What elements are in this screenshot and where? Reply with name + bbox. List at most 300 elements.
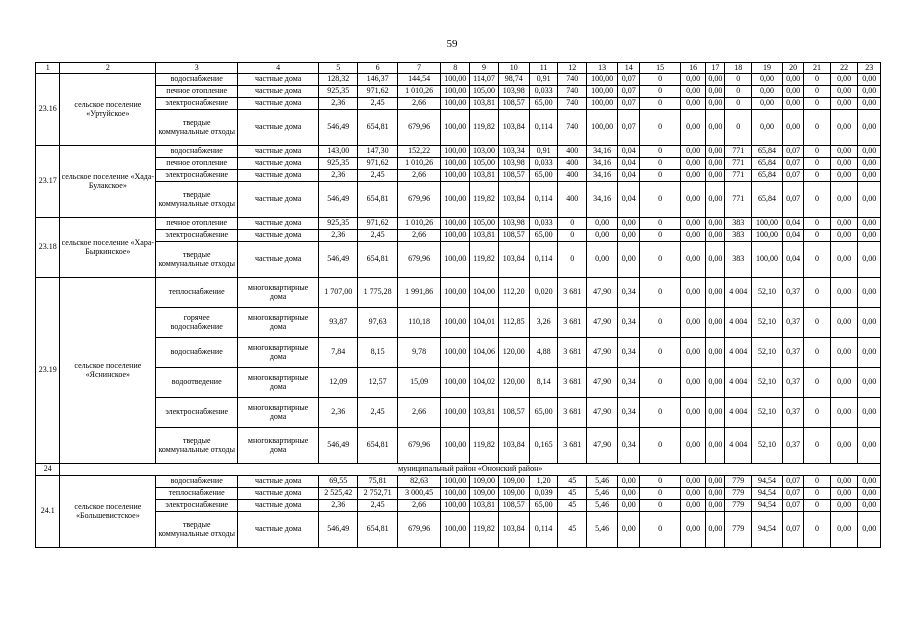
table-cell: 546,49 bbox=[319, 242, 358, 278]
table-cell: 2,36 bbox=[319, 398, 358, 428]
table-cell: 0,165 bbox=[529, 428, 558, 464]
table-row bbox=[36, 170, 881, 182]
service-name: водоснабжение bbox=[156, 146, 238, 158]
table-cell: 103,98 bbox=[498, 86, 529, 98]
table-cell: 100,00 bbox=[441, 170, 470, 182]
housing-type: частные дома bbox=[238, 500, 319, 512]
table-cell: 1 010,26 bbox=[397, 218, 441, 230]
table-cell: 12,09 bbox=[319, 368, 358, 398]
table-cell: 0,00 bbox=[680, 398, 706, 428]
table-cell: 925,35 bbox=[319, 218, 358, 230]
table-cell: 0 bbox=[640, 500, 680, 512]
table-cell: 0,07 bbox=[782, 476, 803, 488]
table-cell: 0 bbox=[640, 308, 680, 338]
table-cell: 0,00 bbox=[706, 110, 725, 146]
column-number-header: 15 bbox=[640, 63, 680, 74]
table-cell: 5,46 bbox=[587, 476, 618, 488]
table-cell: 3 681 bbox=[558, 278, 587, 308]
table-cell: 0,00 bbox=[858, 476, 881, 488]
table-cell: 0,00 bbox=[706, 500, 725, 512]
table-cell: 0,91 bbox=[529, 146, 558, 158]
table-cell: 0,00 bbox=[706, 146, 725, 158]
table-cell: 2,36 bbox=[319, 170, 358, 182]
column-number-header: 16 bbox=[680, 63, 706, 74]
table-row bbox=[36, 338, 881, 368]
table-cell: 34,16 bbox=[587, 158, 618, 170]
table-cell: 0,00 bbox=[858, 170, 881, 182]
table-cell: 0 bbox=[640, 398, 680, 428]
table-cell: 0,020 bbox=[529, 278, 558, 308]
table-row bbox=[36, 488, 881, 500]
table-cell: 0 bbox=[725, 74, 752, 86]
housing-type: многоквартирные дома bbox=[238, 428, 319, 464]
table-cell: 400 bbox=[558, 146, 587, 158]
service-name: водоснабжение bbox=[156, 338, 238, 368]
service-name: твердые коммунальные отходы bbox=[156, 242, 238, 278]
table-cell: 383 bbox=[725, 218, 752, 230]
table-cell: 0,37 bbox=[782, 308, 803, 338]
table-cell: 0,00 bbox=[830, 170, 858, 182]
service-name: твердые коммунальные отходы bbox=[156, 512, 238, 548]
column-number-header: 10 bbox=[498, 63, 529, 74]
table-cell: 0 bbox=[640, 98, 680, 110]
table-cell: 546,49 bbox=[319, 428, 358, 464]
table-cell: 0,00 bbox=[706, 338, 725, 368]
table-cell: 0,00 bbox=[858, 146, 881, 158]
table-row bbox=[36, 158, 881, 170]
table-cell: 0,00 bbox=[830, 368, 858, 398]
table-cell: 0 bbox=[640, 512, 680, 548]
housing-type: многоквартирные дома bbox=[238, 278, 319, 308]
table-cell: 4 004 bbox=[725, 338, 752, 368]
table-cell: 1 991,86 bbox=[397, 278, 441, 308]
table-cell: 65,00 bbox=[529, 170, 558, 182]
table-cell: 0,00 bbox=[618, 512, 640, 548]
table-cell: 0,00 bbox=[706, 74, 725, 86]
table-row bbox=[36, 278, 881, 308]
service-name: электроснабжение bbox=[156, 398, 238, 428]
table-cell: 0,114 bbox=[529, 242, 558, 278]
table-cell: 0,033 bbox=[529, 86, 558, 98]
table-cell: 146,37 bbox=[358, 74, 397, 86]
table-cell: 100,00 bbox=[441, 428, 470, 464]
table-cell: 0,00 bbox=[706, 308, 725, 338]
table-cell: 100,00 bbox=[441, 98, 470, 110]
table-cell: 0,00 bbox=[618, 242, 640, 278]
service-name: электроснабжение bbox=[156, 500, 238, 512]
table-cell: 0 bbox=[725, 86, 752, 98]
table-cell: 105,00 bbox=[470, 158, 499, 170]
table-cell: 0,00 bbox=[706, 278, 725, 308]
table-cell: 0 bbox=[725, 98, 752, 110]
table-cell: 0,00 bbox=[858, 242, 881, 278]
table-cell: 0,00 bbox=[680, 242, 706, 278]
group-number: 23.16 bbox=[36, 74, 60, 146]
table-cell: 2,36 bbox=[319, 98, 358, 110]
table-cell: 15,09 bbox=[397, 368, 441, 398]
table-cell: 4 004 bbox=[725, 428, 752, 464]
column-number-header: 3 bbox=[156, 63, 238, 74]
table-cell: 0 bbox=[640, 110, 680, 146]
table-cell: 679,96 bbox=[397, 428, 441, 464]
housing-type: частные дома bbox=[238, 158, 319, 170]
service-name: твердые коммунальные отходы bbox=[156, 428, 238, 464]
table-cell: 0,00 bbox=[830, 74, 858, 86]
table-cell: 120,00 bbox=[498, 338, 529, 368]
table-cell: 0,37 bbox=[782, 278, 803, 308]
table-cell: 100,00 bbox=[587, 74, 618, 86]
housing-type: частные дома bbox=[238, 218, 319, 230]
table-cell: 2 525,42 bbox=[319, 488, 358, 500]
table-cell: 0,00 bbox=[830, 308, 858, 338]
table-cell: 0,00 bbox=[830, 86, 858, 98]
table-cell: 47,90 bbox=[587, 278, 618, 308]
table-row bbox=[36, 74, 881, 86]
table-cell: 144,54 bbox=[397, 74, 441, 86]
table-cell: 0,114 bbox=[529, 182, 558, 218]
table-cell: 0,00 bbox=[830, 428, 858, 464]
table-cell: 1 010,26 bbox=[397, 158, 441, 170]
table-cell: 0,91 bbox=[529, 74, 558, 86]
table-cell: 0,00 bbox=[830, 110, 858, 146]
table-cell: 679,96 bbox=[397, 512, 441, 548]
column-number-header: 4 bbox=[238, 63, 319, 74]
table-cell: 0,00 bbox=[618, 476, 640, 488]
table-cell: 0,37 bbox=[782, 368, 803, 398]
table-cell: 771 bbox=[725, 170, 752, 182]
table-cell: 679,96 bbox=[397, 182, 441, 218]
table-cell: 0,00 bbox=[680, 308, 706, 338]
table-cell: 654,81 bbox=[358, 242, 397, 278]
table-cell: 0,00 bbox=[858, 74, 881, 86]
table-cell: 0,00 bbox=[618, 230, 640, 242]
table-row bbox=[36, 476, 881, 488]
table-cell: 0,04 bbox=[618, 182, 640, 218]
table-cell: 0 bbox=[804, 98, 831, 110]
table-row bbox=[36, 230, 881, 242]
table-cell: 2,36 bbox=[319, 230, 358, 242]
table-cell: 0,00 bbox=[830, 500, 858, 512]
table-cell: 0,00 bbox=[680, 476, 706, 488]
service-name: печное отопление bbox=[156, 158, 238, 170]
table-cell: 0,00 bbox=[830, 98, 858, 110]
table-cell: 400 bbox=[558, 170, 587, 182]
table-cell: 0,114 bbox=[529, 512, 558, 548]
table-cell: 0,04 bbox=[782, 230, 803, 242]
column-number-header: 2 bbox=[60, 63, 156, 74]
table-cell: 740 bbox=[558, 98, 587, 110]
housing-type: частные дома bbox=[238, 98, 319, 110]
table-cell: 103,84 bbox=[498, 428, 529, 464]
table-cell: 0 bbox=[804, 230, 831, 242]
table-cell: 0 bbox=[804, 242, 831, 278]
column-number-header: 23 bbox=[858, 63, 881, 74]
table-cell: 0,00 bbox=[782, 74, 803, 86]
table-cell: 65,84 bbox=[752, 170, 783, 182]
table-cell: 0,00 bbox=[830, 242, 858, 278]
table-cell: 0,00 bbox=[830, 398, 858, 428]
table-cell: 0,04 bbox=[782, 242, 803, 278]
table-cell: 2,66 bbox=[397, 170, 441, 182]
table-cell: 100,00 bbox=[441, 74, 470, 86]
table-cell: 2,45 bbox=[358, 98, 397, 110]
settlement-name: сельское поселение «Уртуйское» bbox=[60, 74, 156, 146]
service-name: водоотведение bbox=[156, 368, 238, 398]
service-name: горячее водоснабжение bbox=[156, 308, 238, 338]
column-number-header: 5 bbox=[319, 63, 358, 74]
table-cell: 100,00 bbox=[752, 218, 783, 230]
housing-type: многоквартирные дома bbox=[238, 368, 319, 398]
table-cell: 0,00 bbox=[858, 500, 881, 512]
table-cell: 0,00 bbox=[587, 218, 618, 230]
table-cell: 0 bbox=[804, 182, 831, 218]
page-number: 59 bbox=[446, 38, 458, 50]
table-cell: 2,45 bbox=[358, 398, 397, 428]
table-row bbox=[36, 398, 881, 428]
table-cell: 100,00 bbox=[441, 218, 470, 230]
table-cell: 65,84 bbox=[752, 182, 783, 218]
table-cell: 0 bbox=[640, 146, 680, 158]
table-cell: 0,07 bbox=[782, 500, 803, 512]
table-cell: 143,00 bbox=[319, 146, 358, 158]
table-cell: 5,46 bbox=[587, 500, 618, 512]
table-cell: 103,84 bbox=[498, 110, 529, 146]
table-cell: 0,00 bbox=[858, 218, 881, 230]
column-number-header: 20 bbox=[782, 63, 803, 74]
table-cell: 0,00 bbox=[858, 158, 881, 170]
table-cell: 2,66 bbox=[397, 230, 441, 242]
table-cell: 47,90 bbox=[587, 398, 618, 428]
table-cell: 100,00 bbox=[441, 242, 470, 278]
table-cell: 0,00 bbox=[706, 512, 725, 548]
table-cell: 0,00 bbox=[680, 488, 706, 500]
table-cell: 100,00 bbox=[441, 512, 470, 548]
column-number-header: 13 bbox=[587, 63, 618, 74]
table-cell: 654,81 bbox=[358, 110, 397, 146]
table-cell: 0,00 bbox=[706, 398, 725, 428]
table-cell: 103,81 bbox=[470, 98, 499, 110]
column-number-header: 14 bbox=[618, 63, 640, 74]
housing-type: частные дома bbox=[238, 476, 319, 488]
table-cell: 0 bbox=[640, 218, 680, 230]
table-cell: 0 bbox=[558, 218, 587, 230]
table-cell: 103,84 bbox=[498, 182, 529, 218]
service-name: теплоснабжение bbox=[156, 488, 238, 500]
table-row bbox=[36, 368, 881, 398]
table-row bbox=[36, 242, 881, 278]
table-cell: 0,07 bbox=[782, 182, 803, 218]
table-cell: 0,37 bbox=[782, 338, 803, 368]
table-cell: 0 bbox=[640, 170, 680, 182]
table-cell: 100,00 bbox=[441, 182, 470, 218]
table-cell: 109,00 bbox=[470, 488, 499, 500]
table-cell: 0,00 bbox=[706, 86, 725, 98]
table-cell: 0,00 bbox=[706, 170, 725, 182]
table-cell: 52,10 bbox=[752, 368, 783, 398]
table-cell: 152,22 bbox=[397, 146, 441, 158]
table-cell: 2,45 bbox=[358, 170, 397, 182]
table-cell: 971,62 bbox=[358, 158, 397, 170]
column-number-header: 7 bbox=[397, 63, 441, 74]
table-cell: 47,90 bbox=[587, 308, 618, 338]
table-cell: 0 bbox=[804, 218, 831, 230]
table-row bbox=[36, 218, 881, 230]
table-cell: 3 681 bbox=[558, 338, 587, 368]
housing-type: многоквартирные дома bbox=[238, 398, 319, 428]
table-cell: 0,114 bbox=[529, 110, 558, 146]
table-cell: 546,49 bbox=[319, 182, 358, 218]
table-cell: 103,00 bbox=[470, 146, 499, 158]
table-cell: 109,00 bbox=[498, 476, 529, 488]
table-cell: 0,34 bbox=[618, 428, 640, 464]
table-cell: 740 bbox=[558, 86, 587, 98]
table-cell: 971,62 bbox=[358, 86, 397, 98]
service-name: электроснабжение bbox=[156, 170, 238, 182]
table-cell: 0,07 bbox=[618, 110, 640, 146]
table-cell: 0,00 bbox=[706, 428, 725, 464]
table-cell: 93,87 bbox=[319, 308, 358, 338]
table-cell: 546,49 bbox=[319, 512, 358, 548]
table-cell: 8,14 bbox=[529, 368, 558, 398]
table-cell: 0,00 bbox=[858, 98, 881, 110]
table-cell: 0 bbox=[558, 230, 587, 242]
table-cell: 0,00 bbox=[706, 182, 725, 218]
table-cell: 0,34 bbox=[618, 308, 640, 338]
table-cell: 0 bbox=[640, 230, 680, 242]
table-cell: 2,45 bbox=[358, 500, 397, 512]
table-cell: 0,07 bbox=[618, 98, 640, 110]
table-cell: 0,00 bbox=[858, 110, 881, 146]
tariff-table bbox=[35, 62, 881, 548]
table-cell: 0,00 bbox=[830, 146, 858, 158]
table-cell: 108,57 bbox=[498, 230, 529, 242]
table-cell: 34,16 bbox=[587, 170, 618, 182]
table-cell: 654,81 bbox=[358, 512, 397, 548]
table-cell: 112,20 bbox=[498, 278, 529, 308]
table-cell: 0,033 bbox=[529, 218, 558, 230]
table-cell: 0,04 bbox=[618, 146, 640, 158]
table-cell: 103,84 bbox=[498, 242, 529, 278]
table-cell: 0,00 bbox=[706, 242, 725, 278]
table-cell: 4 004 bbox=[725, 368, 752, 398]
table-cell: 0,00 bbox=[680, 86, 706, 98]
table-cell: 0,00 bbox=[680, 182, 706, 218]
table-cell: 400 bbox=[558, 158, 587, 170]
table-cell: 0,04 bbox=[782, 218, 803, 230]
table-cell: 0 bbox=[640, 278, 680, 308]
table-cell: 128,32 bbox=[319, 74, 358, 86]
table-cell: 119,82 bbox=[470, 110, 499, 146]
table-cell: 0,34 bbox=[618, 398, 640, 428]
table-cell: 45 bbox=[558, 512, 587, 548]
table-cell: 0,00 bbox=[830, 278, 858, 308]
table-cell: 0,00 bbox=[858, 278, 881, 308]
service-name: теплоснабжение bbox=[156, 278, 238, 308]
table-cell: 100,00 bbox=[441, 476, 470, 488]
table-cell: 4 004 bbox=[725, 308, 752, 338]
table-cell: 114,07 bbox=[470, 74, 499, 86]
table-cell: 52,10 bbox=[752, 338, 783, 368]
table-cell: 654,81 bbox=[358, 428, 397, 464]
table-cell: 47,90 bbox=[587, 338, 618, 368]
column-number-header: 11 bbox=[529, 63, 558, 74]
table-cell: 52,10 bbox=[752, 398, 783, 428]
table-cell: 771 bbox=[725, 146, 752, 158]
table-cell: 3 681 bbox=[558, 398, 587, 428]
table-cell: 1 707,00 bbox=[319, 278, 358, 308]
table-cell: 0,00 bbox=[752, 86, 783, 98]
table-cell: 3,26 bbox=[529, 308, 558, 338]
table-row bbox=[36, 512, 881, 548]
table-cell: 0,07 bbox=[618, 86, 640, 98]
table-cell: 0 bbox=[640, 74, 680, 86]
table-row bbox=[36, 182, 881, 218]
table-cell: 0,00 bbox=[680, 278, 706, 308]
group-number: 23.19 bbox=[36, 278, 60, 464]
table-cell: 100,00 bbox=[441, 158, 470, 170]
table-cell: 1 775,28 bbox=[358, 278, 397, 308]
table-cell: 654,81 bbox=[358, 182, 397, 218]
table-cell: 104,06 bbox=[470, 338, 499, 368]
column-number-header: 1 bbox=[36, 63, 60, 74]
column-number-header: 19 bbox=[752, 63, 783, 74]
table-cell: 0 bbox=[804, 158, 831, 170]
table-cell: 0,00 bbox=[782, 86, 803, 98]
table-cell: 0,00 bbox=[706, 488, 725, 500]
column-number-header: 17 bbox=[706, 63, 725, 74]
table-cell: 103,81 bbox=[470, 170, 499, 182]
table-cell: 108,57 bbox=[498, 98, 529, 110]
table-cell: 0,00 bbox=[680, 74, 706, 86]
table-cell: 0,00 bbox=[587, 242, 618, 278]
table-cell: 0 bbox=[640, 242, 680, 278]
table-cell: 100,00 bbox=[441, 278, 470, 308]
table-cell: 0,039 bbox=[529, 488, 558, 500]
table-cell: 112,85 bbox=[498, 308, 529, 338]
table-cell: 0,00 bbox=[858, 368, 881, 398]
table-cell: 925,35 bbox=[319, 86, 358, 98]
service-name: печное отопление bbox=[156, 218, 238, 230]
table-cell: 0 bbox=[804, 398, 831, 428]
table-cell: 0,07 bbox=[782, 158, 803, 170]
table-cell: 679,96 bbox=[397, 110, 441, 146]
table-cell: 0,00 bbox=[680, 146, 706, 158]
table-cell: 0 bbox=[804, 368, 831, 398]
table-cell: 400 bbox=[558, 182, 587, 218]
table-cell: 0,37 bbox=[782, 428, 803, 464]
table-cell: 0,00 bbox=[706, 218, 725, 230]
table-cell: 104,02 bbox=[470, 368, 499, 398]
table-cell: 0,00 bbox=[858, 428, 881, 464]
table-cell: 0,00 bbox=[858, 182, 881, 218]
table-cell: 108,57 bbox=[498, 170, 529, 182]
table-cell: 0,00 bbox=[706, 476, 725, 488]
column-number-row bbox=[36, 63, 881, 74]
table-cell: 0,00 bbox=[830, 488, 858, 500]
table-cell: 100,00 bbox=[441, 488, 470, 500]
table-row bbox=[36, 86, 881, 98]
table-cell: 971,62 bbox=[358, 218, 397, 230]
table-cell: 65,00 bbox=[529, 398, 558, 428]
table-cell: 0,00 bbox=[830, 338, 858, 368]
table-cell: 98,74 bbox=[498, 74, 529, 86]
table-cell: 12,57 bbox=[358, 368, 397, 398]
table-cell: 0,00 bbox=[706, 98, 725, 110]
table-cell: 4 004 bbox=[725, 398, 752, 428]
housing-type: частные дома bbox=[238, 74, 319, 86]
table-cell: 103,34 bbox=[498, 146, 529, 158]
table-cell: 147,30 bbox=[358, 146, 397, 158]
